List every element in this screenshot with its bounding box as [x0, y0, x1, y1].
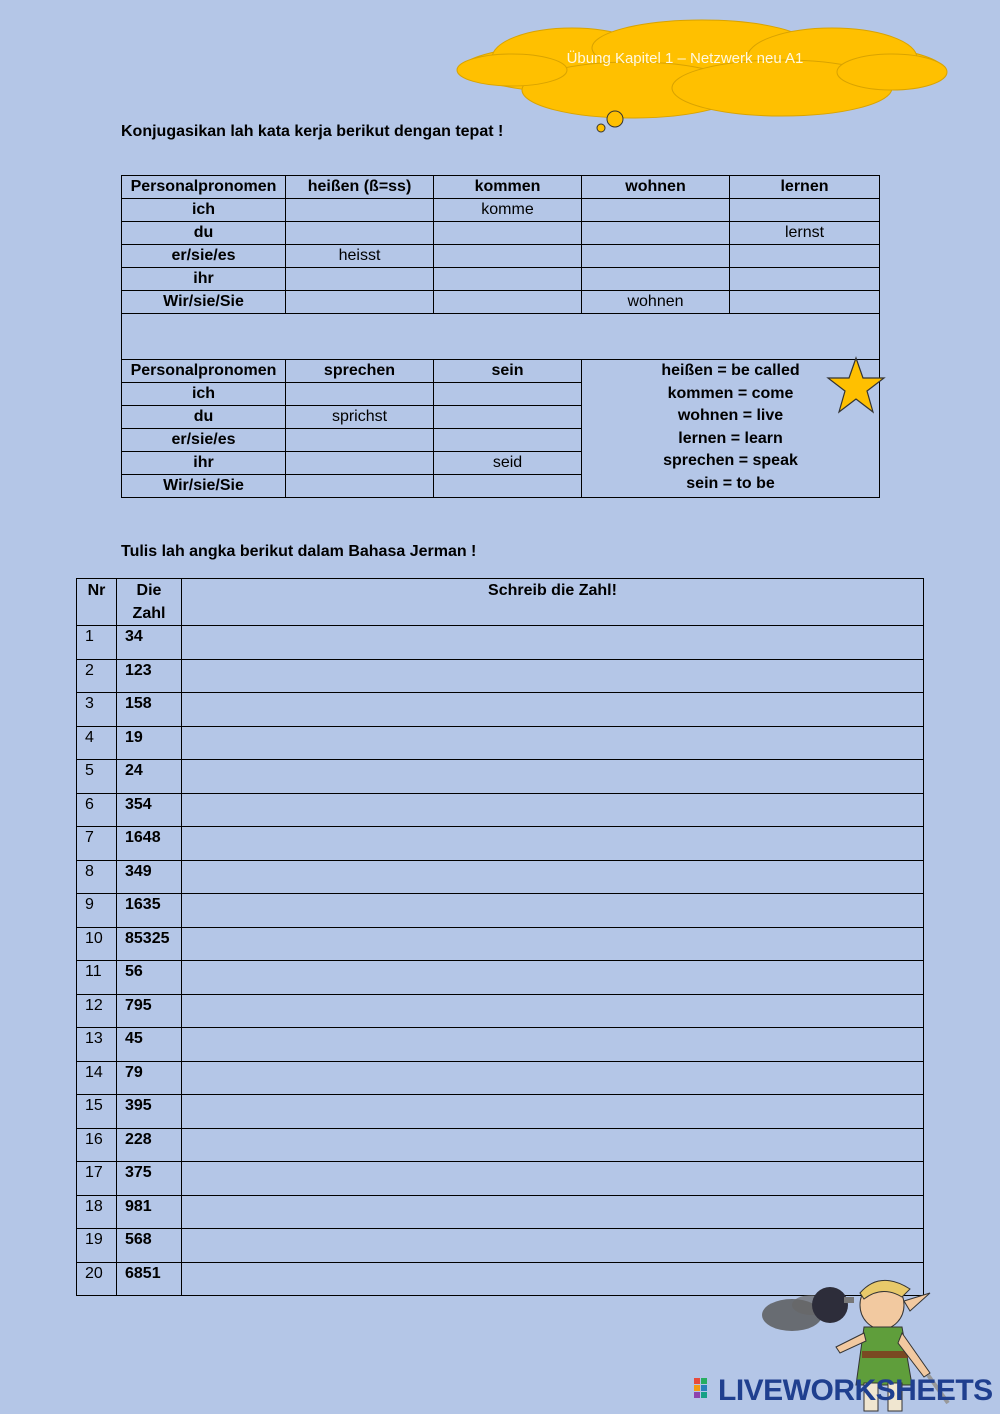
table-row [77, 1128, 924, 1162]
answer-cell[interactable] [434, 383, 582, 406]
header-lernen: lernen [730, 176, 880, 199]
pronoun-cell: ihr [122, 452, 286, 475]
answer-cell[interactable] [434, 475, 582, 498]
answer-cell[interactable] [182, 1061, 924, 1095]
table-row [77, 1095, 924, 1129]
number-value: 79 [117, 1061, 182, 1095]
table-row [77, 1162, 924, 1196]
answer-cell[interactable] [434, 268, 582, 291]
answer-cell[interactable] [182, 894, 924, 928]
answer-cell[interactable] [182, 760, 924, 794]
row-number: 5 [77, 760, 117, 794]
vocab-item: sein = to be [686, 474, 775, 492]
header-die-zahl [117, 579, 182, 626]
table-row [77, 894, 924, 928]
row-number: 9 [77, 894, 117, 928]
pronoun-cell: du [122, 406, 286, 429]
number-value: 56 [117, 961, 182, 995]
number-value: 981 [117, 1195, 182, 1229]
header-zahl-line2: Zahl [132, 605, 166, 622]
row-number: 10 [77, 927, 117, 961]
number-value: 1648 [117, 827, 182, 861]
answer-cell[interactable] [182, 1128, 924, 1162]
answer-cell[interactable] [434, 429, 582, 452]
answer-cell[interactable] [182, 860, 924, 894]
table-row [77, 760, 924, 794]
answer-cell[interactable] [434, 222, 582, 245]
answer-cell[interactable] [182, 793, 924, 827]
answer-cell[interactable] [182, 726, 924, 760]
answer-cell[interactable] [582, 199, 730, 222]
table-row [77, 793, 924, 827]
row-number: 17 [77, 1162, 117, 1196]
number-value: 6851 [117, 1262, 182, 1296]
answer-cell[interactable] [182, 994, 924, 1028]
numbers-table [76, 578, 924, 1296]
liveworksheets-logo: LIVEWORKSHEETS [718, 1374, 993, 1407]
table-row [122, 199, 880, 222]
answer-cell[interactable] [286, 429, 434, 452]
row-number: 14 [77, 1061, 117, 1095]
answer-cell[interactable] [582, 245, 730, 268]
vocab-item: wohnen = live [677, 407, 784, 425]
pronoun-cell: er/sie/es [122, 429, 286, 452]
conjugation-header-row [122, 176, 880, 199]
row-number: 18 [77, 1195, 117, 1229]
row-number: 3 [77, 693, 117, 727]
row-number: 16 [77, 1128, 117, 1162]
answer-cell[interactable] [730, 268, 880, 291]
pronoun-cell: ihr [122, 268, 286, 291]
table-row [77, 1028, 924, 1062]
header-sein: sein [434, 360, 582, 383]
number-value: 85325 [117, 927, 182, 961]
row-number: 4 [77, 726, 117, 760]
conjugation-header-row-2 [122, 360, 880, 383]
answer-cell[interactable]: heisst [286, 245, 434, 268]
answer-cell[interactable] [286, 383, 434, 406]
row-number: 13 [77, 1028, 117, 1062]
pronoun-cell: er/sie/es [122, 245, 286, 268]
answer-cell[interactable] [286, 291, 434, 314]
row-number: 11 [77, 961, 117, 995]
table-row [122, 291, 880, 314]
number-value: 158 [117, 693, 182, 727]
row-number: 7 [77, 827, 117, 861]
number-value: 34 [117, 626, 182, 660]
answer-cell[interactable] [182, 1195, 924, 1229]
answer-cell[interactable] [582, 268, 730, 291]
number-value: 354 [117, 793, 182, 827]
answer-cell[interactable] [182, 659, 924, 693]
row-number: 15 [77, 1095, 117, 1129]
row-number: 19 [77, 1229, 117, 1263]
header-heissen: heißen (ß=ss) [286, 176, 434, 199]
answer-cell[interactable] [434, 406, 582, 429]
number-value: 1635 [117, 894, 182, 928]
number-value: 123 [117, 659, 182, 693]
row-number: 1 [77, 626, 117, 660]
answer-cell[interactable] [182, 1162, 924, 1196]
answer-cell[interactable] [182, 827, 924, 861]
table-row [122, 222, 880, 245]
number-value: 349 [117, 860, 182, 894]
answer-cell[interactable] [434, 245, 582, 268]
pronoun-cell: du [122, 222, 286, 245]
header-sprechen: sprechen [286, 360, 434, 383]
row-number: 6 [77, 793, 117, 827]
header-wohnen: wohnen [582, 176, 730, 199]
number-value: 45 [117, 1028, 182, 1062]
header-personalpronomen: Personalpronomen [122, 176, 286, 199]
answer-cell[interactable] [286, 452, 434, 475]
answer-cell[interactable] [286, 268, 434, 291]
answer-cell[interactable] [182, 1028, 924, 1062]
numbers-header-row [77, 579, 924, 626]
liveworksheets-logo-icon [694, 1378, 714, 1400]
header-zahl-line1: Die [136, 582, 162, 599]
table-row [77, 994, 924, 1028]
spacer-cell [122, 314, 880, 360]
title-cloud [452, 18, 952, 138]
answer-cell[interactable] [434, 291, 582, 314]
spacer-row [122, 314, 880, 360]
answer-cell[interactable] [286, 475, 434, 498]
header-nr: Nr [77, 579, 117, 626]
answer-cell[interactable] [182, 1229, 924, 1263]
vocab-item: sprechen = speak [663, 452, 798, 470]
table-row [77, 1195, 924, 1229]
number-value: 375 [117, 1162, 182, 1196]
answer-cell[interactable]: sprichst [286, 406, 434, 429]
table-row [77, 1229, 924, 1263]
answer-cell[interactable]: seid [434, 452, 582, 475]
numbers-instruction: Tulis lah angka berikut dalam Bahasa Jerman ! [121, 543, 477, 560]
answer-cell[interactable] [182, 927, 924, 961]
table-row [77, 693, 924, 727]
pronoun-cell: ich [122, 199, 286, 222]
pronoun-cell: ich [122, 383, 286, 406]
row-number: 8 [77, 860, 117, 894]
worksheet-title: Übung Kapitel 1 – Netzwerk neu A1 [566, 50, 804, 67]
answer-cell[interactable] [182, 626, 924, 660]
answer-cell[interactable]: wohnen [582, 291, 730, 314]
pronoun-cell: Wir/sie/Sie [122, 475, 286, 498]
table-row [77, 860, 924, 894]
vocab-item: kommen = come [667, 384, 794, 402]
answer-cell[interactable] [182, 693, 924, 727]
answer-cell[interactable] [182, 1095, 924, 1129]
number-value: 795 [117, 994, 182, 1028]
star-icon [826, 356, 886, 414]
header-schreib-die-zahl: Schreib die Zahl! [182, 579, 924, 626]
number-value: 228 [117, 1128, 182, 1162]
header-kommen: kommen [434, 176, 582, 199]
vocab-item: lernen = learn [678, 429, 783, 447]
answer-cell[interactable] [582, 222, 730, 245]
table-row [77, 626, 924, 660]
number-value: 395 [117, 1095, 182, 1129]
answer-cell[interactable] [182, 961, 924, 995]
conjugation-table [121, 175, 880, 498]
answer-cell[interactable]: lernst [730, 222, 880, 245]
number-value: 24 [117, 760, 182, 794]
table-row [77, 827, 924, 861]
answer-cell[interactable] [286, 199, 434, 222]
answer-cell[interactable] [730, 291, 880, 314]
table-row [122, 245, 880, 268]
conjugation-instruction: Konjugasikan lah kata kerja berikut dengan tepat ! [121, 123, 504, 140]
table-row [77, 927, 924, 961]
number-value: 568 [117, 1229, 182, 1263]
table-row [77, 659, 924, 693]
answer-cell[interactable] [730, 245, 880, 268]
row-number: 20 [77, 1262, 117, 1296]
header-personalpronomen: Personalpronomen [122, 360, 286, 383]
table-row [122, 268, 880, 291]
number-value: 19 [117, 726, 182, 760]
answer-cell[interactable]: komme [434, 199, 582, 222]
answer-cell[interactable] [730, 199, 880, 222]
vocab-item: heißen = be called [661, 362, 800, 379]
table-row [77, 1061, 924, 1095]
table-row [77, 961, 924, 995]
table-row [77, 726, 924, 760]
row-number: 12 [77, 994, 117, 1028]
answer-cell[interactable] [286, 222, 434, 245]
row-number: 2 [77, 659, 117, 693]
pronoun-cell: Wir/sie/Sie [122, 291, 286, 314]
